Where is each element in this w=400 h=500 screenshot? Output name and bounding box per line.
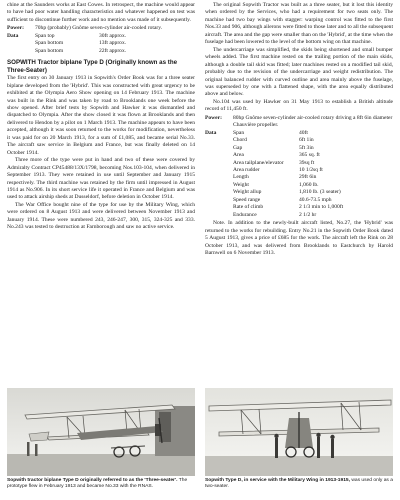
spec-value: 39sq ft <box>299 159 315 166</box>
spec-value: 1,810 lb. (3 seater) <box>299 189 341 196</box>
spec-value: 70hp (probably) Gnôme seven-cylinder air-cooled rotary. <box>35 25 163 32</box>
spec-key <box>7 40 33 47</box>
spec-value: 6ft 1in <box>299 137 314 144</box>
spec-value: 1,060 lb. <box>299 181 319 188</box>
body-paragraph: The original Sopwith Tractor was built as a three seater, but it lost this identity when ordered by the Services, who had a requirement for two seats only. The machine had two bay wings with stagger: warping control was fitted to the first Nos.33 and 906, although ailerons were fitted to those later and to all the subsequent aircraft. The area and the gap were smaller than on the 'Hybrid', at the time when the fuselage had been lowered to the level of the bottom wing on that machine. <box>205 2 393 46</box>
spec-value: 22ft approx. <box>99 47 127 54</box>
spec-value: 5ft 3in <box>299 144 314 151</box>
spec-value: 29ft 6in <box>299 174 317 181</box>
spec-table-hybrid <box>7 25 195 55</box>
spec-value: 30ft approx. <box>99 32 127 39</box>
spec-value: 13ft approx. <box>99 40 127 47</box>
spec-key <box>205 182 231 189</box>
body-paragraph: Three more of the type were put in hand and two of these were covered by Admiralty Contract CP45488/13X/1798, becoming Nos.103-104, when delivered in September 1913. They were retained in use until September and January 1915 respectively. The third machine was retained by the firm until impressed in August 1914 as No.906. In its short service life it operated in France and Belgium and was used to attack airship sheds at Dusseldorf, before deletion in October 1914. <box>7 157 195 201</box>
spec-value: 10 1/2sq ft <box>299 166 323 173</box>
spec-label: Area <box>233 152 244 159</box>
photo-type-d-military-wing <box>205 388 393 476</box>
spec-label: Area rudder <box>233 166 260 173</box>
photo-caption-left <box>7 478 195 490</box>
photo-type-d-prototype <box>7 388 195 476</box>
section-heading: SOPWITH Tractor biplane Type D (Originally known as the Three-Seater) <box>7 59 178 75</box>
caption-lead: Sopwith Type D, in service with the Military Wing in 1913-1915, <box>205 478 350 483</box>
spec-label: Span top <box>35 32 55 39</box>
spec-key <box>205 174 231 181</box>
body-paragraph: No.104 was used by Hawker on 31 May 1913 to establish a British altitude record of 11,450 ft. <box>205 98 393 113</box>
biplane-photo-illustration <box>205 388 393 476</box>
biplane-photo-illustration <box>7 388 195 476</box>
photo-row <box>7 388 393 476</box>
left-column <box>7 2 195 232</box>
right-column <box>205 2 393 257</box>
photo-caption-right <box>205 478 393 490</box>
spec-key <box>205 145 231 152</box>
spec-key <box>205 137 231 144</box>
spec-label: Endurance <box>233 211 257 218</box>
body-paragraph: The undercarriage was simplified, the skids being shortened and small bumper wheels added. The first machine rested on the trailing portion of the main skids, although a double tail skid was fitted; later machines rested on a modified tail skid, probably due to the revision of the undercarriage and weight redistribution. The original balanced rudder with curved outline and area mainly above the fuselage, was superseded by one with a flattened shape, with the area equally distributed above and below. <box>205 46 393 98</box>
spec-label: Weight <box>233 181 249 188</box>
spec-label: Length <box>233 174 249 181</box>
spec-label: Speed range <box>233 196 261 203</box>
spec-value: 80hp Gnôme seven-cylinder air-cooled rotary driving a 8ft 6in diameter Chauvière propeller. <box>233 114 393 129</box>
spec-label: Gap <box>233 144 243 151</box>
intro-paragraph: chine at the Saunders works at East Cowes. In retrospect, the machine would appear to have had poor water handling characteristics and whatever happened on test was sufficient to discontinue further work and no mention was made of it subsequently. <box>7 2 195 23</box>
spec-key <box>205 189 231 196</box>
caption-text: was used only as a two-seater. <box>205 478 393 490</box>
spec-key <box>205 152 231 159</box>
spec-key: Data <box>205 129 217 136</box>
spec-key <box>205 160 231 167</box>
spec-value: 40.6-73.5 mph <box>299 196 332 203</box>
body-paragraph: The War Office bought nine of the type for use by the Military Wing, which were ordered on 8 August 1913 and were delivered between November 1913 and January 1914. These were numbered 243, 246-247, 300, 315, 324-325 and 333. No.243 was tested to destruction at Farnborough and saw no active service. <box>7 201 195 231</box>
body-paragraph: The first entry on 30 January 1913 in Sopwith's Order Book was for a three seater biplane developed from the 'Hybrid'. This was constructed with great urgency to be exhibited at the Olympia Aero Show opening on 14 February 1913. The machine was built in the Rink and was taken by road to Brooklands one week before the show opened. After brief tests by Sopwith and Hawker it was dismantled and dispatched to Olympia. After the show closed it was flown at Brooklands and then delivered to Hendon by a pilot on 1 March 1913. The machine appears to have been accepted, although it was soon returned to the works for modification, nevertheless it was paid for on 20 March 1913, for a sum of £1,085, and became serial No.33. The aircraft saw service in Belgium and France, but was finally deleted on 14 October 1914. <box>7 75 195 156</box>
spec-label: Rate of climb <box>233 204 264 211</box>
spec-label: Span <box>233 129 245 136</box>
spec-label: Weight allup <box>233 189 262 196</box>
spec-label: Span bottom <box>35 47 64 54</box>
caption-text: The prototype flew in February 1913 and became No.33 with the RNAS. <box>7 478 188 490</box>
spec-value: 40ft <box>299 129 308 136</box>
spec-key: Power: <box>7 25 24 32</box>
spec-value: 2 1/3 min to 1,000ft <box>299 204 344 211</box>
spec-label: Area tailplane/elevator <box>233 159 284 166</box>
note-paragraph: Note. In addition to the newly-built aircraft listed, No.27, the 'Hybrid' was returned to the works for rebuilding. Entry No.21 in the Sopwith Order Book dated 5 August 1913, gives a price of £685 for the work. The aircraft left the Rink on 28 October 1913, and was delivered from Brooklands to Eastchurch by Harold Barnwell on 6 November 1913. <box>205 220 393 256</box>
spec-label: Span bottom <box>35 40 64 47</box>
spec-key <box>7 48 33 55</box>
spec-key <box>205 212 231 219</box>
caption-lead: Sopwith tractor biplane Type D originally referred to as the 'Three-seater'. <box>7 478 178 483</box>
spec-value: 365 sq. ft <box>299 152 320 159</box>
spec-key <box>205 197 231 204</box>
spec-label: Chord <box>233 137 247 144</box>
spec-key <box>205 204 231 211</box>
spec-key: Power: <box>205 114 222 121</box>
spec-table-type-d <box>205 115 393 219</box>
spec-key: Data <box>7 32 19 39</box>
spec-key <box>205 167 231 174</box>
spec-value: 2 1/2 hr <box>299 211 317 218</box>
